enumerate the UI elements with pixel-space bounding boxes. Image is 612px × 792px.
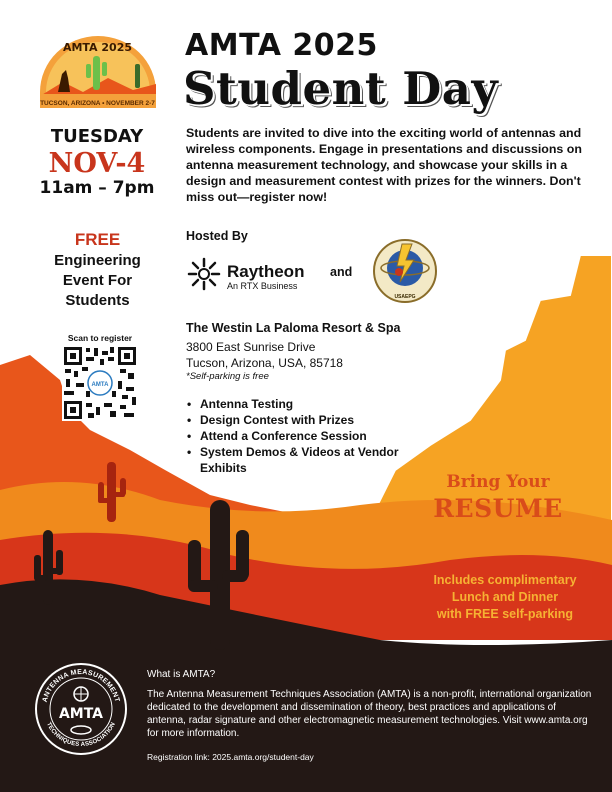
event-time: 11am – 7pm <box>39 178 155 198</box>
about-question: What is AMTA? <box>147 669 216 680</box>
hosts-and: and <box>330 265 353 279</box>
logo-bottom-text: TECHNIQUES ASSOCIATION <box>45 721 117 749</box>
intro-paragraph: Students are invited to dive into the exciting world of antennas and wireless components. Engage in presentations and discussions on antenna measurement technology, and showcase your skills in a design and measurement contest with prizes for the winners. Don't miss out—register now! <box>186 126 582 204</box>
venue-street: 3800 East Sunrise Drive <box>186 340 316 354</box>
event-date: NOV-4 <box>48 148 146 179</box>
event-day: TUESDAY <box>50 126 144 147</box>
usaepg-seal-icon <box>372 238 438 304</box>
free-event-line2: Event For <box>62 272 133 289</box>
list-item: • System Demos & Videos at Vendor Exhibits <box>186 444 406 476</box>
scan-to-register-label: Scan to register <box>67 333 133 343</box>
raytheon-logo-icon <box>186 256 222 292</box>
activities-list <box>186 396 406 476</box>
meals-line1: Includes complimentary <box>433 573 577 587</box>
free-event-line3: Students <box>65 292 130 309</box>
hosted-by-heading: Hosted By <box>186 229 248 243</box>
registration-qr-code-icon[interactable] <box>62 345 138 421</box>
about-description: The Antenna Measurement Techniques Association (AMTA) is a non-profit, international organization dedicated to the development and dissemination of theory, best practices and applications of antenna, radar signature and other electromagnetic measurement technologies. Visit www.amta.org for more information. <box>147 689 592 739</box>
amta-association-logo-icon <box>34 662 128 756</box>
parking-note: *Self-parking is free <box>186 371 269 382</box>
header-line2: Student Day <box>183 62 499 115</box>
venue-city: Tucson, Arizona, USA, 85718 <box>186 356 343 370</box>
badge-location: TUCSON, ARIZONA • NOVEMBER 2-7 <box>40 100 155 107</box>
registration-link[interactable]: Registration link: 2025.amta.org/student-day <box>147 752 314 762</box>
bring-your-label: Bring Your <box>446 472 550 492</box>
venue-name: The Westin La Paloma Resort & Spa <box>186 321 401 335</box>
list-item: • Antenna Testing <box>186 396 406 412</box>
header-line1: AMTA 2025 <box>185 28 378 63</box>
free-event-line1: Engineering <box>54 252 141 269</box>
raytheon-subtitle: An RTX Business <box>227 281 298 291</box>
free-label: FREE <box>74 230 121 249</box>
resume-label: RESUME <box>433 494 563 523</box>
usaepg-label: USAEPG <box>394 294 416 300</box>
logo-top-text: ANTENNA MEASUREMENT <box>41 668 121 703</box>
free-event-description <box>30 251 165 311</box>
list-item: • Design Contest with Prizes <box>186 412 406 428</box>
logo-center-text: AMTA <box>58 706 104 722</box>
qr-center-label: AMTA <box>91 382 109 388</box>
meals-line2: Lunch and Dinner <box>451 590 559 604</box>
meals-note <box>405 572 605 623</box>
list-item: • Attend a Conference Session <box>186 428 406 444</box>
raytheon-name: Raytheon <box>227 262 305 281</box>
venue-address <box>186 339 343 371</box>
badge-title: AMTA 2025 <box>62 41 133 54</box>
meals-line3: with FREE self-parking <box>436 607 574 621</box>
